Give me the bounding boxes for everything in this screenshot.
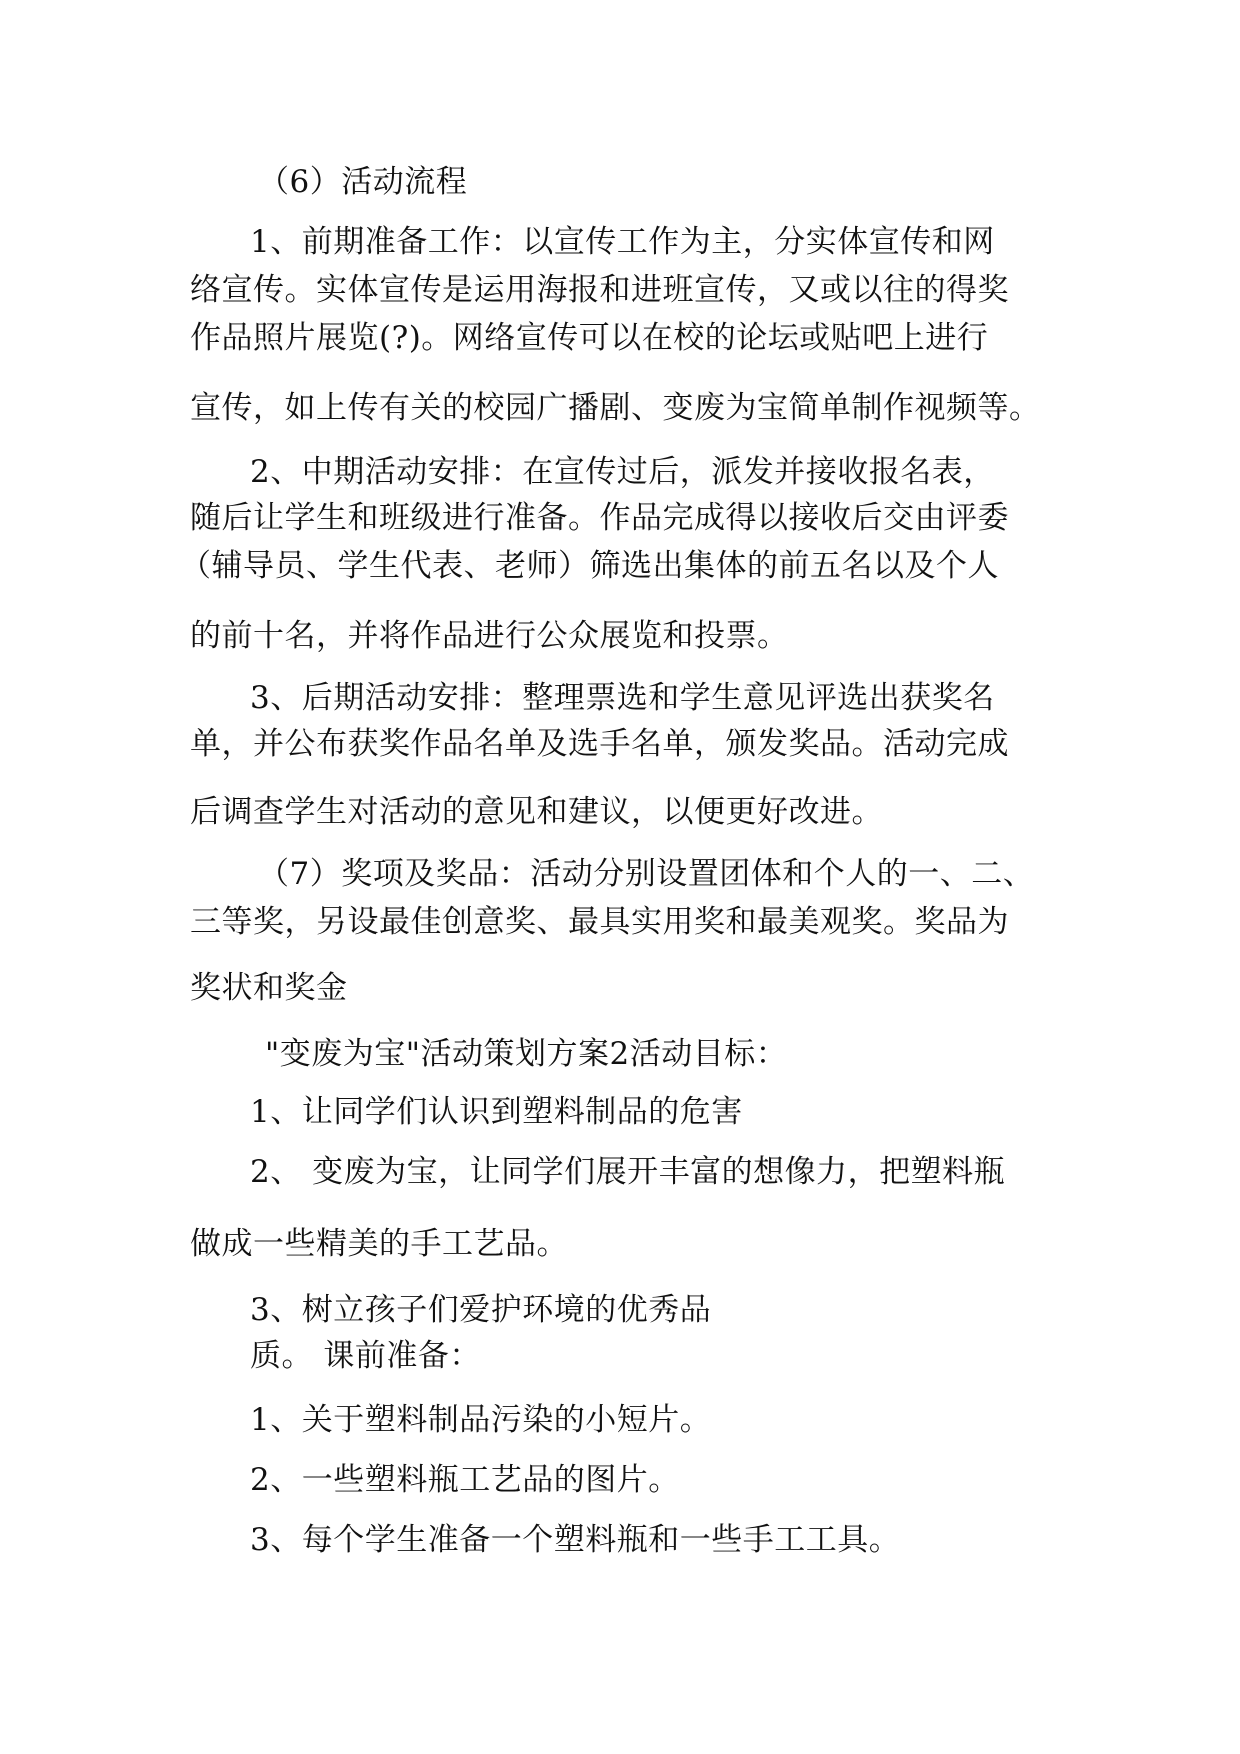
paragraph-line: 3、后期活动安排：整理票选和学生意见评选出获奖名 xyxy=(250,680,995,716)
section-heading-plan-goals: "变废为宝"活动策划方案2活动目标： xyxy=(265,1036,788,1072)
paragraph-line: 络宣传。实体宣传是运用海报和进班宣传，又或以往的得奖 xyxy=(190,272,1009,308)
paragraph-line: 做成一些精美的手工艺品。 xyxy=(190,1226,568,1262)
paragraph-line: 宣传，如上传有关的校园广播剧、变废为宝简单制作视频等。 xyxy=(190,390,1041,426)
paragraph-line: 作品照片展览(?)。网络宣传可以在校的论坛或贴吧上进行 xyxy=(190,320,989,356)
list-item: 2、一些塑料瓶工艺品的图片。 xyxy=(250,1462,680,1498)
list-item: 3、树立孩子们爱护环境的优秀品 xyxy=(250,1292,712,1328)
paragraph-line: 随后让学生和班级进行准备。作品完成得以接收后交由评委 xyxy=(190,500,1009,536)
paragraph-line: （辅导员、学生代表、老师）筛选出集体的前五名以及个人 xyxy=(180,548,999,584)
list-item: 2、 变废为宝，让同学们展开丰富的想像力，把塑料瓶 xyxy=(250,1154,1006,1190)
list-item: 1、关于塑料制品污染的小短片。 xyxy=(250,1402,712,1438)
paragraph-line: 2、中期活动安排：在宣传过后，派发并接收报名表， xyxy=(250,454,995,490)
list-item: 3、每个学生准备一个塑料瓶和一些手工工具。 xyxy=(250,1522,901,1558)
paragraph-line: 单，并公布获奖作品名单及选手名单，颁发奖品。活动完成 xyxy=(190,726,1009,762)
paragraph-line: 奖状和奖金 xyxy=(190,970,348,1006)
section-heading-activity-flow: （6）活动流程 xyxy=(258,164,468,200)
section-heading-preparation: 质。 课前准备： xyxy=(250,1338,481,1374)
paragraph-line: 1、前期准备工作：以宣传工作为主，分实体宣传和网 xyxy=(250,224,995,260)
list-item: 1、让同学们认识到塑料制品的危害 xyxy=(250,1094,743,1130)
paragraph-line: 三等奖，另设最佳创意奖、最具实用奖和最美观奖。奖品为 xyxy=(190,904,1009,940)
paragraph-line: 后调查学生对活动的意见和建议，以便更好改进。 xyxy=(190,794,883,830)
paragraph-line: 的前十名，并将作品进行公众展览和投票。 xyxy=(190,618,789,654)
section-heading-awards: （7）奖项及奖品：活动分别设置团体和个人的一、二、 xyxy=(258,856,1035,892)
